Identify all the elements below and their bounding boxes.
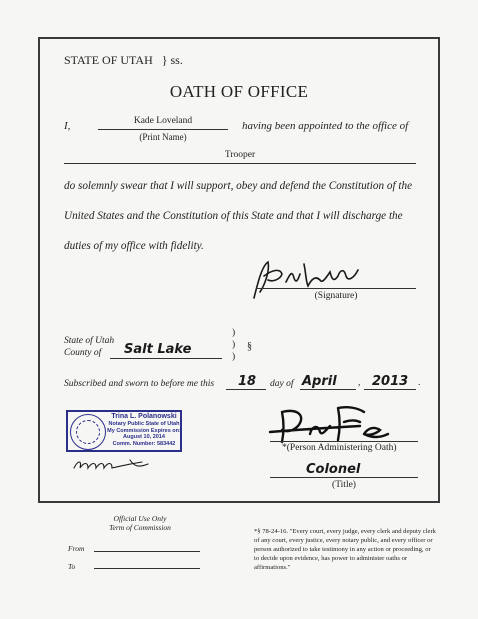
- county-value: Salt Lake: [124, 342, 192, 357]
- notary-state: Notary Public State of Utah: [108, 421, 180, 427]
- month-line: [300, 389, 356, 390]
- subscribed-day: 18: [238, 374, 257, 389]
- notary-signature: [70, 456, 154, 474]
- to-line: [94, 568, 200, 569]
- county-line: [110, 358, 222, 359]
- official-use-heading: Official Use Only: [113, 514, 167, 523]
- venue-paren-2: ): [232, 340, 236, 350]
- title-label: (Title): [332, 480, 356, 490]
- appointed-text: having been appointed to the office of: [242, 120, 409, 132]
- signature-line: [256, 288, 416, 289]
- notary-seal-stamp: [66, 410, 182, 452]
- print-name-label: (Print Name): [139, 132, 187, 142]
- title-line: [270, 477, 418, 478]
- date-period: .: [418, 378, 421, 388]
- venue-paren-3: ): [232, 352, 236, 362]
- from-line: [94, 551, 200, 552]
- signature-label: (Signature): [314, 291, 358, 301]
- year-line: [364, 389, 416, 390]
- term-of-commission-heading: Term of Commission: [109, 523, 171, 532]
- office-value: Trooper: [224, 150, 256, 160]
- subscribed-text: Subscribed and sworn to before me this: [64, 379, 215, 389]
- section-mark: §: [247, 341, 252, 352]
- oath-text-line-2: United States and the Constitution of this State and that I will discharge the: [64, 210, 403, 222]
- from-label: From: [68, 544, 85, 553]
- print-name-value: Kade Loveland: [133, 116, 193, 126]
- date-comma: ,: [358, 378, 361, 388]
- state-seal-icon: [70, 414, 106, 450]
- office-line: [64, 163, 416, 164]
- oath-text-line-1: do solemnly swear that I will support, obey and defend the Constitution of the: [64, 180, 413, 192]
- document-title: OATH OF OFFICE: [169, 82, 309, 101]
- administering-line: [270, 441, 418, 442]
- notary-commission-date: August 10, 2014: [123, 434, 165, 441]
- day-of-text: day of: [270, 379, 294, 389]
- statute-note: *§ 78-24-16. "Every court, every judge, every clerk and deputy clerk of any court, every justice, every notary public, and every officer or person authorized to take testimony in any action or proceeding, or to decide upon evidence, has power to administer oaths or affirmations.": [254, 528, 436, 572]
- state-heading: STATE OF UTAH } ss.: [64, 53, 183, 67]
- to-label: To: [68, 562, 76, 571]
- oath-text-line-3: duties of my office with fidelity.: [64, 240, 204, 252]
- venue-paren-1: ): [232, 328, 236, 338]
- day-line: [226, 389, 266, 390]
- subscribed-year: 2013: [372, 374, 409, 389]
- print-name-line: [98, 129, 228, 130]
- administering-label: *(Person Administering Oath): [282, 443, 397, 453]
- venue-county-label: County of: [64, 348, 102, 358]
- venue-state-label: State of Utah: [64, 336, 115, 346]
- notary-commission-label: My Commission Expires on:: [107, 427, 181, 434]
- subscribed-month: April: [302, 374, 337, 389]
- i-label: I,: [64, 120, 71, 132]
- administering-title-value: Colonel: [306, 462, 361, 477]
- notary-name: Trina L. Polanowski: [111, 413, 177, 420]
- notary-commission-number: Comm. Number: 583442: [112, 440, 176, 447]
